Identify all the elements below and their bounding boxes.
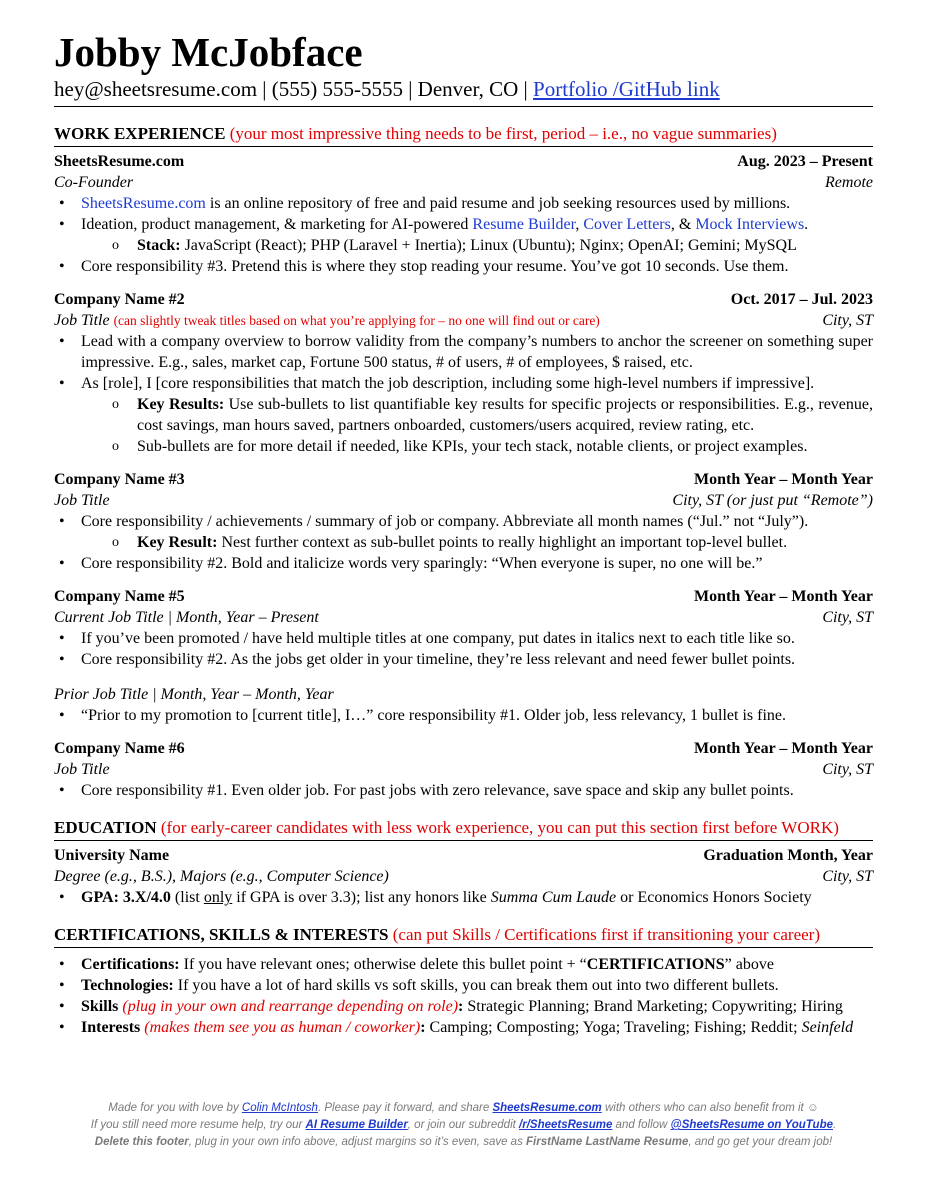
interests-label: Interests: [81, 1019, 141, 1036]
sub-bullet-label: Key Result:: [137, 534, 218, 551]
prior-job-title: Prior Job Title | Month, Year – Month, Year: [54, 686, 334, 703]
work-section-note: (your most impressive thing needs to be first, period – i.e., no vague summaries): [229, 124, 777, 143]
company-name: Company Name #6: [54, 740, 185, 757]
bullet: [54, 780, 873, 801]
bullet: [54, 954, 873, 975]
footer-text: Made for you with love by: [108, 1102, 242, 1114]
job-bullets: [54, 628, 873, 670]
contact-line: [54, 74, 873, 107]
separator: ,: [575, 216, 584, 233]
sheetsresume-link[interactable]: SheetsResume.com: [81, 195, 206, 212]
bullet: [54, 193, 873, 214]
bullet: [54, 975, 873, 996]
skills-section-title: CERTIFICATIONS, SKILLS & INTERESTS: [54, 925, 389, 944]
job-location: City, ST: [822, 609, 873, 626]
footer-text: If you still need more resume help, try our: [90, 1119, 306, 1131]
job-title: Job Title: [54, 761, 110, 778]
bullet-text: only: [203, 889, 233, 906]
bullet-text: As [role], I [core responsibilities that match the job description, including some high-level numbers if impressive].: [81, 375, 815, 392]
footer-text: and follow: [612, 1119, 671, 1131]
sub-bullet-label: Key Results:: [137, 396, 225, 413]
bullet-text: Core responsibility #1. Even older job. For past jobs with zero relevance, save space and skip any bullet points.: [81, 782, 794, 799]
job-entry: [54, 586, 873, 726]
bullet: [54, 331, 873, 373]
bullet: [54, 649, 873, 670]
ai-resume-builder-link[interactable]: AI Resume Builder: [305, 1119, 408, 1131]
job-bullets: [54, 705, 873, 726]
footer-text: FirstName LastName Resume: [526, 1136, 689, 1148]
separator: .: [804, 216, 809, 233]
degree: Degree (e.g., B.S.), Majors (e.g., Computer Science): [54, 868, 389, 885]
footer-line: [0, 1100, 927, 1117]
work-section-heading: [54, 123, 873, 147]
work-section-title: WORK EXPERIENCE: [54, 124, 226, 143]
bullet-text: ” above: [724, 956, 774, 973]
job-header: [54, 469, 873, 490]
skills-section-note: (can put Skills / Certifications first if transitioning your career): [392, 925, 820, 944]
job-subheader: [54, 310, 873, 331]
footer-text: .: [833, 1119, 837, 1131]
portfolio-link[interactable]: Portfolio /GitHub link: [533, 77, 720, 101]
school-name: University Name: [54, 847, 170, 864]
job-subheader: [54, 490, 873, 511]
education-section-note: (for early-career candidates with less work experience, you can put this section first before WORK): [160, 818, 839, 837]
company-name: SheetsResume.com: [54, 153, 185, 170]
bullet-text: Core responsibility #2. As the jobs get older in your timeline, they’re less relevant and need fewer bullet points.: [81, 651, 796, 668]
prior-job-subheader: [54, 684, 873, 705]
footer-text: . Please pay it forward, and share: [317, 1102, 493, 1114]
footer-text: , or join our subreddit: [407, 1119, 520, 1131]
bullet-text: If you’ve been promoted / have held multiple titles at one company, put dates in italics next to each title like so.: [81, 630, 795, 647]
subreddit-link[interactable]: /r/SheetsResume: [519, 1119, 613, 1131]
skills-bullets: [54, 954, 873, 1038]
bullet-text: (list: [170, 889, 204, 906]
bullet: [54, 553, 873, 574]
job-subheader: [54, 607, 873, 628]
bullet-text: is an online repository of free and paid resume and job seeking resources used by millions.: [205, 195, 791, 212]
sub-bullet-text: JavaScript (React); PHP (Laravel + Inertia); Linux (Ubuntu); Nginx; OpenAI; Gemini; MySQL: [180, 237, 797, 254]
bullet: [54, 214, 873, 235]
sub-bullet: [54, 436, 873, 457]
bullet-text: CERTIFICATIONS: [586, 956, 725, 973]
bullet: [54, 256, 873, 277]
sub-bullet-text: Use sub-bullets to list quantifiable key results for specific projects or responsibilities. E.g., revenue, cost savings, man hours saved, partners onboarded, customers/users acquired, review rating, etc.: [137, 396, 873, 434]
sub-bullet-text: Nest further context as sub-bullet points to really highlight an important top-level bullet.: [217, 534, 788, 551]
bullet-text: or Economics Honors Society: [616, 889, 812, 906]
bullet: [54, 628, 873, 649]
job-dates: Oct. 2017 – Jul. 2023: [730, 291, 873, 308]
job-dates: Month Year – Month Year: [694, 588, 873, 605]
job-title-group: [54, 310, 600, 331]
footer-text: , plug in your own info above, adjust margins so it’s even, save as: [188, 1136, 527, 1148]
spacer: [54, 670, 873, 684]
separator: :: [420, 1019, 426, 1036]
footer-text: , and go get your dream job!: [688, 1136, 833, 1148]
company-name: Company Name #2: [54, 291, 185, 308]
job-header: [54, 151, 873, 172]
job-title: Current Job Title | Month, Year – Present: [54, 609, 319, 626]
footer-line: [0, 1134, 927, 1151]
bullet-text: if GPA is over 3.3); list any honors like: [232, 889, 491, 906]
job-entry: [54, 151, 873, 277]
bullet: [54, 373, 873, 394]
education-section-heading: [54, 817, 873, 841]
sub-bullet: [54, 394, 873, 436]
skills-note: (plug in your own and rearrange depending on role): [118, 998, 459, 1015]
job-header: [54, 586, 873, 607]
job-header: [54, 738, 873, 759]
gpa-label: GPA: 3.X/4.0: [81, 889, 171, 906]
interests-note: (makes them see you as human / coworker): [140, 1019, 421, 1036]
bullet-text: If you have a lot of hard skills vs soft skills, you can break them out into two different bullets.: [173, 977, 779, 994]
bullet-text: Lead with a company overview to borrow validity from the company’s numbers to anchor the screener on something super impressive. E.g., sales, market cap, Fortune 500 status, # of users, # of employees, $ raised, etc.: [81, 333, 873, 371]
bullet-text: Ideation, product management, & marketing for AI-powered: [81, 216, 473, 233]
bullet-text: “Prior to my promotion to [current title], I…” core responsibility #1. Older job, less relevancy, 1 bullet is fine.: [81, 707, 787, 724]
graduation-date: Graduation Month, Year: [703, 847, 873, 864]
job-bullets: [54, 193, 873, 277]
footer-text: Delete this footer: [94, 1136, 189, 1148]
education-header: [54, 845, 873, 866]
job-entry: [54, 289, 873, 457]
bullet-text: Summa Cum Laude: [490, 889, 617, 906]
job-location: City, ST: [822, 761, 873, 778]
company-name: Company Name #5: [54, 588, 185, 605]
candidate-name: Jobby McJobface: [54, 29, 363, 75]
skills-label: Skills: [81, 998, 119, 1015]
certifications-label: Certifications:: [81, 956, 180, 973]
contact-info: hey@sheetsresume.com | (555) 555-5555 | Denver, CO |: [54, 77, 534, 101]
footer-text: with others who can also benefit from it ☺: [601, 1102, 819, 1114]
sub-bullet: [54, 235, 873, 256]
job-bullets: [54, 331, 873, 457]
job-title: Co-Founder: [54, 174, 134, 191]
colin-link[interactable]: Colin McIntosh: [241, 1102, 318, 1114]
sub-bullet-label: Stack:: [137, 237, 181, 254]
school-location: City, ST: [822, 868, 873, 885]
mock-interviews-link[interactable]: Mock Interviews: [695, 216, 805, 233]
cover-letters-link[interactable]: Cover Letters: [583, 216, 671, 233]
education-section-title: EDUCATION: [54, 818, 157, 837]
bullet-text: Core responsibility #3. Pretend this is where they stop reading your resume. You’ve got 10 seconds. Use them.: [81, 258, 789, 275]
job-header: [54, 289, 873, 310]
job-dates: Month Year – Month Year: [694, 471, 873, 488]
resume-builder-link[interactable]: Resume Builder: [472, 216, 576, 233]
separator: :: [458, 998, 464, 1015]
bullet: [54, 887, 873, 908]
job-location: City, ST (or just put “Remote”): [672, 492, 873, 509]
bullet-text: Seinfeld: [801, 1019, 854, 1036]
education-bullets: [54, 887, 873, 908]
bullet-text: Strategic Planning; Brand Marketing; Copywriting; Hiring: [463, 998, 843, 1015]
job-bullets: [54, 780, 873, 801]
job-dates: Month Year – Month Year: [694, 740, 873, 757]
job-location: Remote: [825, 174, 873, 191]
skills-section-heading: [54, 924, 873, 948]
sheetsresume-footer-link[interactable]: SheetsResume.com: [492, 1102, 602, 1114]
bullet-text: If you have relevant ones; otherwise delete this bullet point + “: [179, 956, 587, 973]
job-subheader: [54, 172, 873, 193]
company-name: Company Name #3: [54, 471, 185, 488]
bullet-text: Core responsibility #2. Bold and italicize words very sparingly: “When everyone is super, no one will be.”: [81, 555, 763, 572]
job-dates: Aug. 2023 – Present: [737, 153, 873, 170]
job-entry: [54, 469, 873, 574]
bullet: [54, 1017, 873, 1038]
job-title-note: (can slightly tweak titles based on what you’re applying for – no one will find out or care): [113, 313, 600, 328]
job-entry: [54, 738, 873, 801]
job-title: Job Title: [54, 312, 110, 329]
separator: , &: [670, 216, 696, 233]
job-bullets: [54, 511, 873, 574]
sub-bullet-text: Sub-bullets are for more detail if needed, like KPIs, your tech stack, notable clients, or project examples.: [137, 438, 808, 455]
education-subheader: [54, 866, 873, 887]
job-location: City, ST: [822, 312, 873, 329]
bullet: [54, 705, 873, 726]
bullet-text: Camping; Composting; Yoga; Traveling; Fishing; Reddit;: [425, 1019, 802, 1036]
youtube-link[interactable]: @SheetsResume on YouTube: [670, 1119, 834, 1131]
technologies-label: Technologies:: [81, 977, 174, 994]
bullet-text: Core responsibility / achievements / summary of job or company. Abbreviate all month names (“Jul.” not “July”).: [81, 513, 809, 530]
job-subheader: [54, 759, 873, 780]
job-title: Job Title: [54, 492, 110, 509]
bullet: [54, 511, 873, 532]
education-entry: [54, 845, 873, 908]
footer-line: [0, 1117, 927, 1134]
sub-bullet: [54, 532, 873, 553]
bullet: [54, 996, 873, 1017]
footer: [0, 1100, 927, 1151]
